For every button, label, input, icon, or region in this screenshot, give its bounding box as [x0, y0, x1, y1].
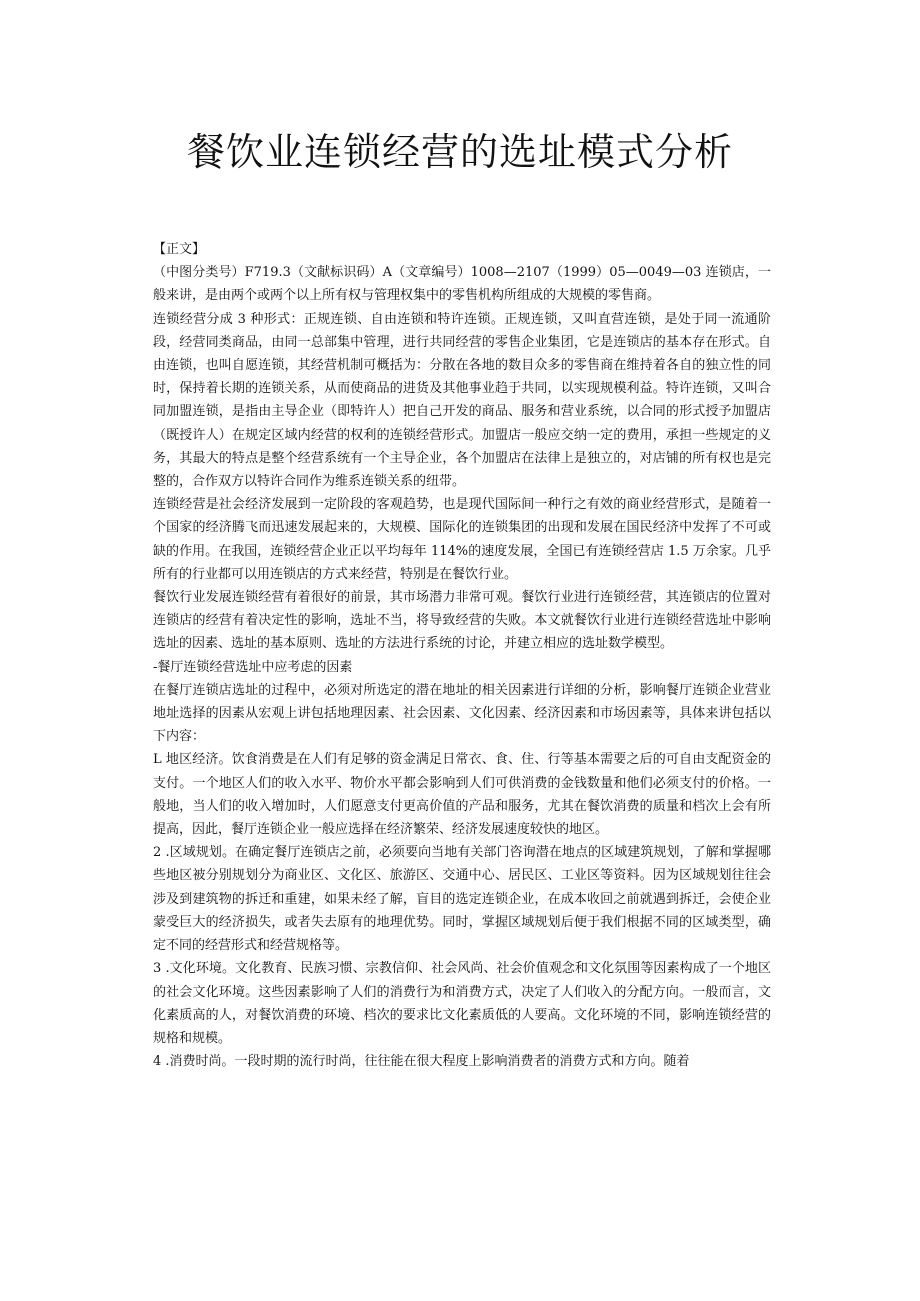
section-label: 【正文】: [153, 242, 206, 257]
paragraph-chain-forms: 连锁经营分成 3 种形式：正规连锁、自由连锁和特许连锁。正规连锁，又叫直营连锁，是处于同一流通阶段，经营同类商品，由同一总部集中管理，进行共同经营的零售企业集团，它是连锁店的基本存在形式。自由连锁，也叫自愿连锁，其经营机制可概括为：分散在各地的数目众多的零售商在维持着各自的独立性的同时，保持着长期的连锁关系，从而使商品的进货及其他事业趋于共同，以实现规模利益。特许连锁，又叫合同加盟连锁，是指由主导企业（即特许人）把自己开发的商品、服务和营业系统，以合同的形式授予加盟店（既授许人）在规定区域内经营的权利的连锁经营形式。加盟店一般应交纳一定的费用，承担一些规定的义务，其最大的特点是整个经营系统有一个主导企业，各个加盟店在法律上是独立的，对店铺的所有权也是完整的，合作双方以特许合同作为维系连锁关系的纽带。: [153, 311, 771, 490]
document-body: [153, 238, 771, 1073]
paragraph-consumer-trends: 4 .消费时尚。一段时期的流行时尚，往往能在很大程度上影响消费者的消费方式和方向。随着: [153, 1054, 690, 1070]
paragraph-cultural-environment: 3 .文化环境。文化教育、民族习惯、宗教信仰、社会风尚、社会价值观念和文化氛围等因素构成了一个地区的社会文化环境。这些因素影响了人们的消费行为和消费方式，决定了人们收入的分配方向。一般而言，文化素质高的人，对餐饮消费的环境、档次的要求比文化素质低的人要高。文化环境的不同，影响连锁经营的规格和规模。: [153, 961, 771, 1046]
paragraph-regional-planning: 2 .区域规划。在确定餐厅连锁店之前，必须要向当地有关部门咨询潜在地点的区域建筑规划，了解和掌握哪些地区被分别规划分为商业区、文化区、旅游区、交通中心、居民区、工业区等资料。因为区域规划往往会涉及到建筑物的拆迁和重建，如果未经了解，盲目的选定连锁企业，在成本收回之前就遇到拆迁，会使企业蒙受巨大的经济损失，或者失去原有的地理优势。同时，掌握区域规划后便于我们根据不同的区域类型，确定不同的经营形式和经营规格等。: [153, 845, 771, 954]
section-heading-factors: -餐厅连锁经营选址中应考虑的因素: [153, 659, 353, 675]
document-title: 餐饮业连锁经营的选址模式分析: [186, 130, 733, 174]
paragraph-chain-trend: 连锁经营是社会经济发展到一定阶段的客观趋势，也是现代国际间一种行之有效的商业经营形式，是随着一个国家的经济腾飞而迅速发展起来的，大规模、国际化的连锁集团的出现和发展在国民经济中发挥了不可或缺的作用。在我国，连锁经营企业正以平均每年 114%的速度发展，全国已有连锁经营店 1.5 万余家。几乎所有的行业都可以用连锁店的方式来经营，特别是在餐饮行业。: [153, 497, 771, 582]
paragraph-classification: （中图分类号）F719.3（文献标识码）A（文章编号）1008—2107（1999）05—0049—03 连锁店，一般来讲，是由两个或两个以上所有权与管理权集中的零售机构所组成的大规模的零售商。: [153, 265, 771, 304]
paragraph-factors-intro: 在餐厅连锁店选址的过程中，必须对所选定的潜在地址的相关因素进行详细的分析，影响餐厅连锁企业营业地址选择的因素从宏观上讲包括地理因素、社会因素、文化因素、经济因素和市场因素等，具体来讲包括以下内容：: [153, 682, 771, 745]
paragraph-catering-outlook: 餐饮行业发展连锁经营有着很好的前景，其市场潜力非常可观。餐饮行业进行连锁经营，其连锁店的位置对连锁店的经营有着决定性的影响，选址不当，将导致经营的失败。本文就餐饮行业进行连锁经营选址中影响选址的因素、选址的基本原则、选址的方法进行系统的讨论，并建立相应的选址数学模型。: [153, 590, 771, 652]
paragraph-regional-economy: L 地区经济。饮食消费是在人们有足够的资金满足日常衣、食、住、行等基本需要之后的可自由支配资金的支付。一个地区人们的收入水平、物价水平都会影响到人们可供消费的金钱数量和他们必须支付的价格。一般地，当人们的收入增加时，人们愿意支付更高价值的产品和服务，尤其在餐饮消费的质量和档次上会有所提高，因此，餐厅连锁企业一般应选择在经济繁荣、经济发展速度较快的地区。: [153, 752, 771, 838]
